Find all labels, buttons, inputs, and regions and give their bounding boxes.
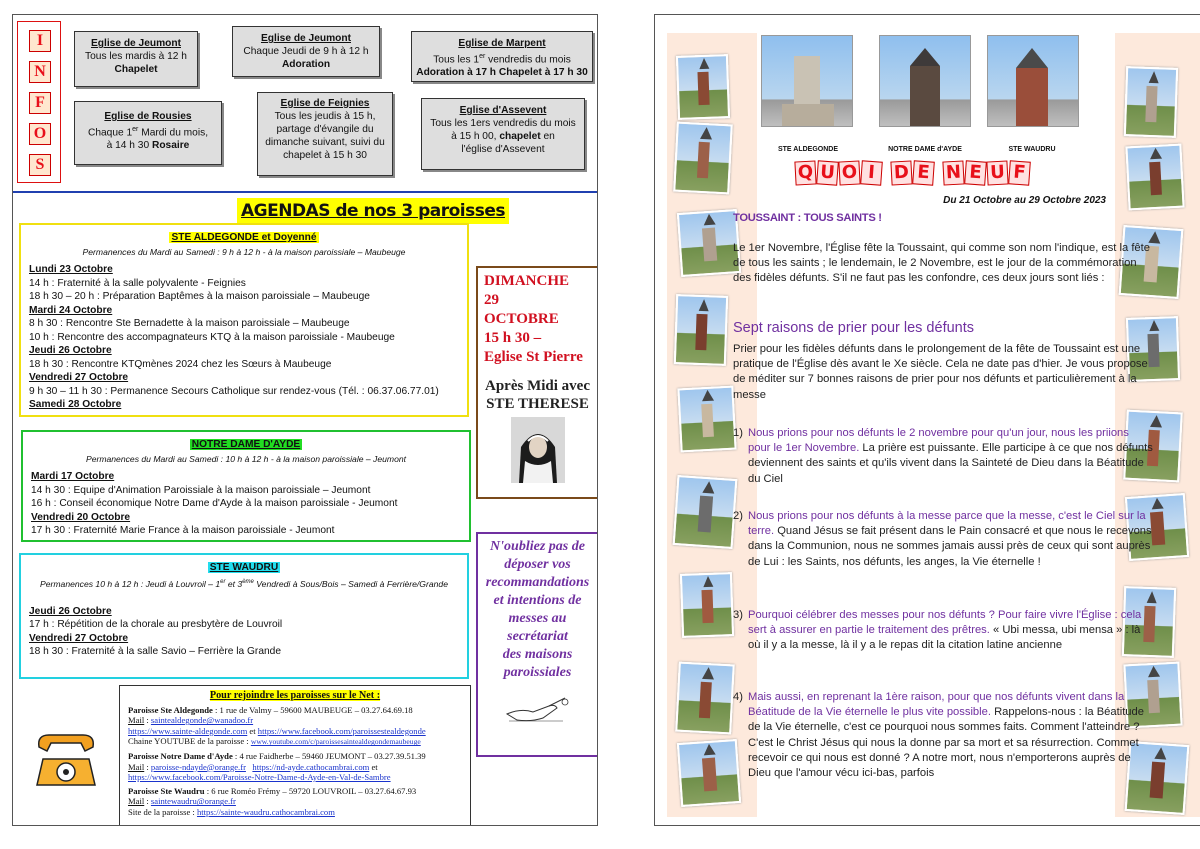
infos-letter: O xyxy=(29,123,51,145)
permanence-text: Permanences du Mardi au Samedi : 9 h à 12 h - à la maison paroissiale – Maubeuge xyxy=(82,246,406,257)
website-link[interactable]: https://sainte-waudru.cathocambrai.com xyxy=(196,806,335,817)
dimanche-line: Eglise St Pierre xyxy=(484,349,583,365)
church-label: NOTRE DAME d'AYDE xyxy=(888,146,962,153)
agenda-event: 10 h : Rencontre des accompagnateurs KTQ à la maison paroissiale - Maubeuge xyxy=(29,331,395,343)
reason-item: 3) Pourquoi célébrer des messes pour nos défunts ? Pour faire vivre l'Église : cela sert à assurer en partie le traitement des prêtres. « Ubi messa, ubi mensa » : là où il y a la messe, là il y a le repas dit la citation latine ancienne xyxy=(733,609,1142,652)
sept-raisons-paragraph: Prier pour les fidèles défunts dans le prolongement de la fête de Toussaint est une pratique de l'Église dès avant le Xe siècle. Cela ne date pas d'hier. Je vous propose de méditer sur 7 bonnes raisons de prier pour nos défunts et particulièrement à la messe xyxy=(733,343,1148,401)
title-letter: D xyxy=(890,160,912,185)
agenda-list xyxy=(31,470,461,538)
oubli-line: secrétariat xyxy=(507,629,568,644)
title-letter: O xyxy=(838,160,860,185)
dimanche-box xyxy=(476,266,598,499)
title-letter: Q xyxy=(794,160,816,185)
agenda-list xyxy=(29,605,459,659)
oubli-line: N'oubliez pas de xyxy=(490,539,585,554)
permanence-text: Permanences 10 h à 12 h : Jeudi à Louvroil – 1er et 3ème Vendredi à Sous/Bois – Samedi à Ferrière/Grande xyxy=(40,578,448,589)
facebook-link[interactable]: https://www.facebook.com/paroissestealdegonde xyxy=(257,725,426,736)
title-letter: E xyxy=(912,160,935,185)
infos-letter: I xyxy=(29,30,51,52)
dimanche-line: 29 xyxy=(484,292,499,308)
church-photo xyxy=(673,122,733,195)
info-box-jeumont-chapelet xyxy=(74,31,198,87)
info-box-text: à 14 h 30 Rosaire xyxy=(106,140,190,152)
info-box-text: dimanche suivant, suivi du xyxy=(265,137,385,148)
title-letter: U xyxy=(986,160,1008,185)
info-box-bold: Chapelet xyxy=(114,64,158,75)
info-box-text: Tous les jeudis à 15 h, xyxy=(274,111,376,122)
agenda-event: 18 h 30 – 20 h : Préparation Baptêmes à la maison paroissiale – Maubeuge xyxy=(29,291,370,302)
section-title: STE ALDEGONDE et Doyenné xyxy=(171,232,317,243)
oubli-line: et intentions de xyxy=(493,593,582,608)
church-photo xyxy=(677,209,741,277)
oubliez-pas-box xyxy=(476,532,598,757)
church-photo xyxy=(1125,144,1184,211)
net-links-box: Pour rejoindre les paroisses sur le Net : Paroisse Ste Aldegonde : 1 rue de Valmy – 59600 MAUBEUGE – 03.27.64.69.18 Mail : saintealdegonde@wanadoo.fr https://www.sainte-aldegonde.com et https://www.facebook.com/paroissestealdegonde Chaine YOUTUBE de la paroisse : www.youtube.com/c/paroissesaintealdegondemaubeuge Paroisse Notre Dame d'Ayde : 4 rue Faidherbe – 59460 JEUMONT – 03.27.39.51.39 Mail : paroisse-ndayde@orange.fr https://nd-ayde.cathocambrai.com et https://www.facebook.com/Paroisse-Notre-Dame-d-Ayde-en-Val-de-Sambre Paroisse Ste Waudru : 6 rue Roméo Frémy – 59720 LOUVROIL – 03.27.64.67.93 Mail : saintewaudru@orange.fr Site de la paroisse : https://sainte-waudru.cathocambrai.com xyxy=(119,685,471,826)
left-page xyxy=(12,14,598,826)
info-box-text: l'église d'Assevent xyxy=(461,144,545,155)
date-range: Du 21 Octobre au 29 Octobre 2023 xyxy=(943,195,1106,206)
info-box-rousies xyxy=(74,101,222,165)
reason-item: 4) Mais aussi, en reprenant la 1ère raison, pour que nos défunts vivent dans la Béatitude de la Vie éternelle le plus vite possible. Rappelons-nous : la Béatitude de la Vie éternelle, c'est ce pourquoi nous sommes faits. Comment l'atteindre ? C'est le Christ Jésus qui nous la donne par sa mort et sa résurrection. Commet recevoir ce qui nous est donné ? A notre mort, nous n'emporterons auprès de Dieu que l'amour vécu ici-bas, parfois xyxy=(733,691,1144,780)
agenda-day: Mardi 17 Octobre xyxy=(31,471,115,482)
info-box-title: Eglise de Marpent xyxy=(458,38,546,49)
church-photo xyxy=(674,294,728,366)
church-photo-aldegonde xyxy=(761,35,853,127)
oubli-line: des maisons xyxy=(502,647,573,662)
sept-raisons-title: Sept raisons de prier pour les défunts xyxy=(733,320,974,336)
title-letter: N xyxy=(942,160,964,185)
writing-hand-icon xyxy=(503,690,573,724)
info-box-bold: Adoration à 17 h Chapelet à 17 h 30 xyxy=(416,67,588,79)
info-box-text: Chaque Jeudi de 9 h à 12 h xyxy=(243,46,369,57)
reason-item: 2) Nous prions pour nos défunts à la messe parce que la messe, c'est le Ciel sur la terre. Quand Jésus se fait présent dans le Pain consacré et que nous le recevons dans la Communion, nous ne sommes jamais aussi près de ceux qui sont auprès de Lui : les Saints, nos défunts, les anges, la Vie éternelle ! xyxy=(733,510,1152,568)
info-box-title: Eglise de Jeumont xyxy=(90,38,181,49)
agendas-title: AGENDAS de nos 3 paroisses xyxy=(237,198,509,224)
mail-link[interactable]: saintealdegonde@wanadoo.fr xyxy=(150,715,254,726)
oubli-line: déposer vos xyxy=(504,557,571,572)
church-label: STE WAUDRU xyxy=(1008,146,1056,153)
quoi-de-neuf-title xyxy=(795,161,1031,191)
therese-caption: Après Midi avec STE THERESE xyxy=(485,378,590,412)
agenda-event: 17 h : Répétition de la chorale au presbytère de Louvroil xyxy=(29,619,283,631)
right-page xyxy=(654,14,1200,826)
title-letter: I xyxy=(860,160,883,185)
oubli-line: messes au xyxy=(508,611,567,626)
agenda-day: Samedi 28 Octobre xyxy=(29,399,122,410)
church-photo xyxy=(677,739,741,807)
church-photo xyxy=(675,662,735,735)
title-letter: F xyxy=(1008,160,1031,185)
parish-waudru-info: Paroisse Ste Waudru : 6 rue Roméo Frémy – 59720 LOUVROIL – 03.27.64.67.93 xyxy=(128,785,417,796)
oubli-line: recommandations xyxy=(485,575,590,590)
info-box-text: chapelet à 15 h 30 xyxy=(283,150,367,161)
agenda-day: Mardi 24 Octobre xyxy=(29,304,113,316)
permanence-text: Permanences du Mardi au Samedi : 10 h à 12 h - à la maison paroissiale – Jeumont xyxy=(85,453,407,464)
info-box-bold: Adoration xyxy=(281,59,331,70)
website-link[interactable]: https://nd-ayde.cathocambrai.com xyxy=(252,761,370,772)
church-photo xyxy=(676,54,730,120)
section-title: NOTRE DAME D'AYDE xyxy=(191,439,301,450)
title-letter: E xyxy=(964,160,987,185)
infos-letter: S xyxy=(29,154,51,176)
parish-notre-dame-info: Paroisse Notre Dame d'Ayde : 4 rue Faidherbe – 59460 JEUMONT – 03.27.39.51.39 xyxy=(128,750,426,761)
dimanche-line: OCTOBRE xyxy=(484,311,559,327)
church-photo-waudru xyxy=(987,35,1079,127)
info-box-text: Tous les 1er vendredis du mois xyxy=(433,53,571,66)
agenda-day: Jeudi 26 Octobre xyxy=(29,345,112,356)
infos-letter: F xyxy=(29,92,51,114)
info-box-title: Eglise de Feignies xyxy=(280,98,370,109)
mail-link[interactable]: saintewaudru@orange.fr xyxy=(150,796,236,807)
agenda-day: Vendredi 20 Octobre xyxy=(31,511,131,523)
mail-link[interactable]: paroisse-ndayde@orange.fr xyxy=(150,761,246,772)
section-aldegonde xyxy=(19,223,469,417)
section-title: STE WAUDRU xyxy=(209,562,279,573)
toussaint-paragraph: Le 1er Novembre, l'Église fête la Toussaint, qui comme son nom l'indique, est la fête de tous les saints ; le lendemain, le 2 Novembre, est le jour de la commémoration des fidèles défunts. S'il ne faut pas les confondre, ces deux jours sont liés : xyxy=(733,242,1150,285)
telephone-icon xyxy=(31,729,101,791)
infos-vertical-title xyxy=(17,21,61,183)
agenda-day: Vendredi 27 Octobre xyxy=(29,632,129,644)
church-photo-notre-dame xyxy=(879,35,971,127)
info-box-text: partage d'évangile du xyxy=(276,124,374,135)
agenda-event: 16 h : Conseil économique Notre Dame d'Ayde à la maison paroissiale - Jeumont xyxy=(31,498,398,509)
info-box-title: Eglise de Rousies xyxy=(104,111,192,122)
youtube-link[interactable]: www.youtube.com/c/paroissesaintealdegondemaubeuge xyxy=(250,737,421,747)
net-title: Pour rejoindre les paroisses sur le Net : xyxy=(209,690,381,701)
infos-letter: N xyxy=(29,61,51,83)
agenda-list xyxy=(29,263,459,412)
church-photo xyxy=(673,475,738,549)
info-box-text: Tous les mardis à 12 h xyxy=(85,51,187,62)
agenda-event: 8 h 30 : Rencontre Ste Bernadette à la maison paroissiale – Maubeuge xyxy=(29,318,350,329)
facebook-link[interactable]: https://www.facebook.com/Paroisse-Notre-Dame-d-Ayde-en-Val-de-Sambre xyxy=(128,772,391,783)
dimanche-line: 15 h 30 – xyxy=(484,330,542,346)
divider-line xyxy=(13,191,597,193)
oubli-line: paroissiales xyxy=(503,665,572,680)
website-link[interactable]: https://www.sainte-aldegonde.com xyxy=(128,725,248,736)
agenda-day: Vendredi 27 Octobre xyxy=(29,372,129,383)
parish-aldegonde-info: Paroisse Ste Aldegonde : 1 rue de Valmy – 59600 MAUBEUGE – 03.27.64.69.18 xyxy=(128,704,413,715)
agenda-event: 14 h : Fraternité à la salle polyvalente - Feignies xyxy=(29,277,246,289)
church-photo xyxy=(1124,66,1178,138)
info-box-jeumont-adoration xyxy=(232,26,380,77)
therese-photo xyxy=(511,417,565,483)
agenda-event: 14 h 30 : Equipe d'Animation Paroissiale à la maison paroissiale – Jeumont xyxy=(31,484,371,496)
info-box-feignies xyxy=(257,92,393,176)
info-box-text: à 15 h 00, chapelet en xyxy=(451,131,555,142)
info-box-assevent xyxy=(421,98,585,170)
dimanche-line: DIMANCHE xyxy=(484,273,569,289)
agenda-day: Lundi 23 Octobre xyxy=(29,264,113,275)
info-box-text: Chaque 1er Mardi du mois, xyxy=(87,126,209,139)
info-box-title: Eglise d'Assevent xyxy=(459,105,547,116)
section-waudru xyxy=(19,553,469,679)
agenda-event: 17 h 30 : Fraternité Marie France à la maison paroissiale - Jeumont xyxy=(31,525,335,536)
church-photo xyxy=(677,386,736,453)
reason-item: 1) Nous prions pour nos défunts le 2 novembre pour qu'un jour, nous les priions pour le 1er Novembre. La prière est puissante. Elle participe à ce que nos défunts deviennent des saints et qu'ils vivent dans la Sainteté de Dieu dans la Béatitude du Ciel xyxy=(733,427,1153,485)
info-box-text: Tous les 1ers vendredis du mois xyxy=(430,118,576,129)
info-box-title: Eglise de Jeumont xyxy=(260,33,351,44)
info-box-marpent xyxy=(411,31,593,82)
title-letter: U xyxy=(816,160,839,185)
agenda-event: 9 h 30 – 11 h 30 : Permanence Secours Catholique sur rendez-vous (Tél. : 06.37.06.77.01) xyxy=(29,385,439,397)
church-photo xyxy=(680,572,734,638)
agenda-day: Jeudi 26 Octobre xyxy=(29,605,112,617)
agenda-event: 18 h 30 : Fraternité à la salle Savio – Ferrière la Grande xyxy=(29,646,281,658)
agenda-event: 18 h 30 : Rencontre KTQmènes 2024 chez les Sœurs à Maubeuge xyxy=(29,358,332,370)
church-label: STE ALDEGONDE xyxy=(777,146,839,153)
toussaint-title: TOUSSAINT : TOUS SAINTS ! xyxy=(733,212,882,224)
section-notre-dame xyxy=(21,430,471,542)
